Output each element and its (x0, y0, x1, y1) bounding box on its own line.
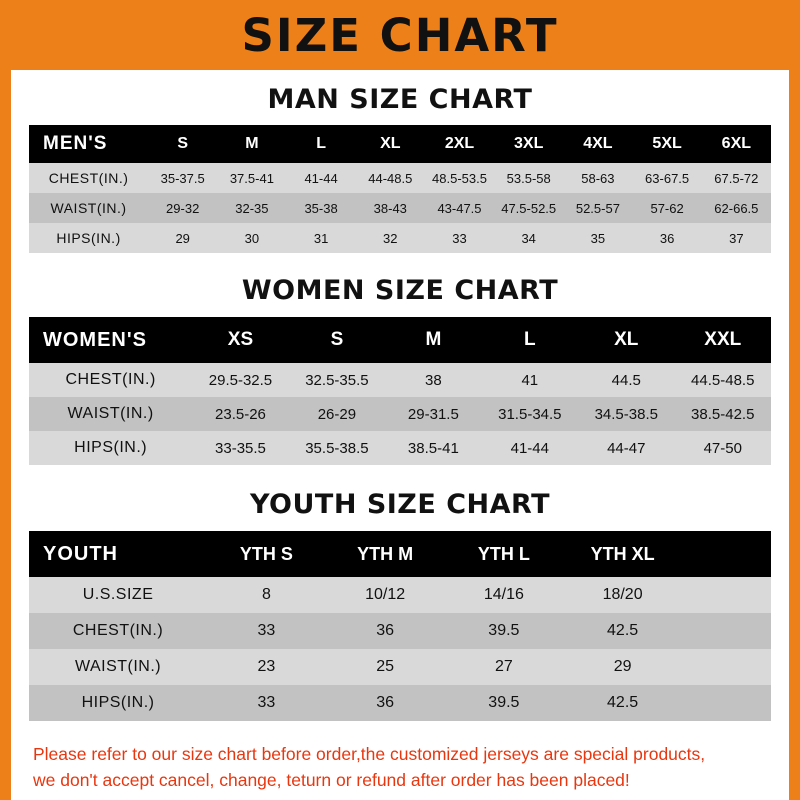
cell: 27 (445, 649, 564, 685)
column-header: XS (192, 317, 288, 363)
column-header: 6XL (702, 125, 771, 163)
column-header: YTH S (207, 531, 326, 577)
cell-spacer (682, 649, 771, 685)
cell: 36 (633, 223, 702, 253)
row-label: WAIST(IN.) (29, 193, 148, 223)
cell: 26-29 (289, 397, 385, 431)
cell: 67.5-72 (702, 163, 771, 193)
cell: 14/16 (445, 577, 564, 613)
column-header: 3XL (494, 125, 563, 163)
cell: 39.5 (445, 613, 564, 649)
cell: 58-63 (563, 163, 632, 193)
cell: 29-31.5 (385, 397, 481, 431)
page-title: SIZE CHART (241, 8, 559, 62)
table-row (29, 397, 771, 431)
row-label: CHEST(IN.) (29, 163, 148, 193)
youth-size-table (29, 531, 771, 721)
row-label: CHEST(IN.) (29, 613, 207, 649)
row-label: U.S.SIZE (29, 577, 207, 613)
footer-note-line-1: Please refer to our size chart before order,the customized jerseys are special products, (33, 744, 706, 764)
cell: 34.5-38.5 (578, 397, 674, 431)
cell: 62-66.5 (702, 193, 771, 223)
table-header-row (29, 531, 771, 577)
cell: 35.5-38.5 (289, 431, 385, 465)
table-row (29, 613, 771, 649)
cell: 23.5-26 (192, 397, 288, 431)
table-row (29, 193, 771, 223)
cell: 37 (702, 223, 771, 253)
cell: 41-44 (482, 431, 578, 465)
cell: 25 (326, 649, 445, 685)
column-header: XL (578, 317, 674, 363)
table-row (29, 431, 771, 465)
youth-size-section (11, 489, 789, 721)
cell: 43-47.5 (425, 193, 494, 223)
footer-note-line-2: we don't accept cancel, change, teturn or refund after order has been placed! (33, 770, 630, 791)
cell: 42.5 (563, 685, 682, 721)
cell: 41 (482, 363, 578, 397)
cell: 30 (217, 223, 286, 253)
cell: 29 (148, 223, 217, 253)
column-header: YOUTH (29, 531, 207, 577)
cell: 29-32 (148, 193, 217, 223)
cell: 37.5-41 (217, 163, 286, 193)
cell: 47.5-52.5 (494, 193, 563, 223)
cell-spacer (682, 685, 771, 721)
column-header: M (217, 125, 286, 163)
cell: 31 (286, 223, 355, 253)
column-header: L (482, 317, 578, 363)
column-header: YTH XL (563, 531, 682, 577)
cell: 8 (207, 577, 326, 613)
column-header: 5XL (633, 125, 702, 163)
column-header: XL (356, 125, 425, 163)
table-row (29, 163, 771, 193)
man-size-section (11, 84, 789, 253)
cell: 38.5-41 (385, 431, 481, 465)
women-size-section (11, 275, 789, 465)
row-label: CHEST(IN.) (29, 363, 192, 397)
cell: 47-50 (675, 431, 772, 465)
table-row (29, 223, 771, 253)
column-header: 2XL (425, 125, 494, 163)
column-header: L (286, 125, 355, 163)
cell: 34 (494, 223, 563, 253)
row-label: HIPS(IN.) (29, 223, 148, 253)
cell: 41-44 (286, 163, 355, 193)
cell: 38 (385, 363, 481, 397)
row-label: HIPS(IN.) (29, 685, 207, 721)
cell: 38.5-42.5 (675, 397, 772, 431)
row-label: WAIST(IN.) (29, 649, 207, 685)
cell: 31.5-34.5 (482, 397, 578, 431)
youth-section-title: YOUTH SIZE CHART (249, 489, 551, 520)
cell: 48.5-53.5 (425, 163, 494, 193)
cell: 57-62 (633, 193, 702, 223)
column-header-spacer (682, 531, 771, 577)
cell: 32 (356, 223, 425, 253)
women-size-table (29, 317, 771, 465)
column-header: S (289, 317, 385, 363)
cell: 33 (425, 223, 494, 253)
cell: 35 (563, 223, 632, 253)
row-label: HIPS(IN.) (29, 431, 192, 465)
cell: 44.5 (578, 363, 674, 397)
cell: 36 (326, 685, 445, 721)
column-header: M (385, 317, 481, 363)
cell: 18/20 (563, 577, 682, 613)
column-header: WOMEN'S (29, 317, 192, 363)
cell: 44-47 (578, 431, 674, 465)
cell: 33 (207, 613, 326, 649)
row-label: WAIST(IN.) (29, 397, 192, 431)
footer-note (33, 741, 767, 794)
cell: 29.5-32.5 (192, 363, 288, 397)
man-size-table (29, 125, 771, 253)
table-header-row (29, 125, 771, 163)
cell: 32.5-35.5 (289, 363, 385, 397)
cell: 44.5-48.5 (675, 363, 772, 397)
cell: 63-67.5 (633, 163, 702, 193)
cell: 35-38 (286, 193, 355, 223)
cell: 38-43 (356, 193, 425, 223)
table-row (29, 649, 771, 685)
column-header: YTH M (326, 531, 445, 577)
column-header: MEN'S (29, 125, 148, 163)
cell: 33-35.5 (192, 431, 288, 465)
cell: 33 (207, 685, 326, 721)
cell-spacer (682, 613, 771, 649)
cell: 10/12 (326, 577, 445, 613)
cell: 53.5-58 (494, 163, 563, 193)
cell: 32-35 (217, 193, 286, 223)
cell: 39.5 (445, 685, 564, 721)
cell: 44-48.5 (356, 163, 425, 193)
column-header: YTH L (445, 531, 564, 577)
column-header: XXL (675, 317, 772, 363)
cell: 36 (326, 613, 445, 649)
man-section-title: MAN SIZE CHART (267, 84, 533, 115)
table-header-row (29, 317, 771, 363)
cell: 35-37.5 (148, 163, 217, 193)
table-row (29, 685, 771, 721)
women-section-title: WOMEN SIZE CHART (241, 275, 559, 306)
table-row (29, 363, 771, 397)
cell: 23 (207, 649, 326, 685)
column-header: 4XL (563, 125, 632, 163)
cell: 29 (563, 649, 682, 685)
cell: 52.5-57 (563, 193, 632, 223)
page-banner (0, 0, 800, 70)
cell: 42.5 (563, 613, 682, 649)
column-header: S (148, 125, 217, 163)
table-row (29, 577, 771, 613)
cell-spacer (682, 577, 771, 613)
